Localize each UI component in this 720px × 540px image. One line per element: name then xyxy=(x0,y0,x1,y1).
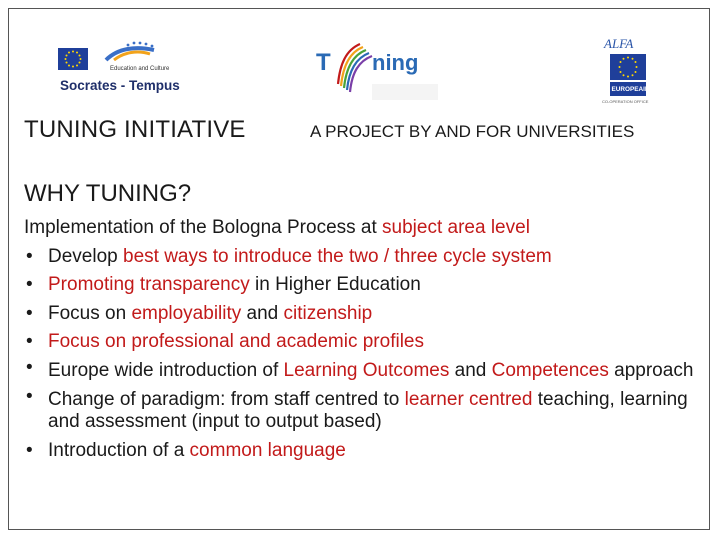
initiative-subtitle: A PROJECT BY AND FOR UNIVERSITIES xyxy=(310,122,635,141)
list-item: • Focus on employability and citizenship xyxy=(24,300,704,329)
list-item: • Promoting transparency in Higher Education xyxy=(24,271,704,300)
svg-text:Education and Culture: Education and Culture xyxy=(110,66,170,72)
why-tuning-heading: WHY TUNING? xyxy=(24,180,192,207)
initiative-row xyxy=(24,116,704,146)
svg-text:ning: ning xyxy=(372,50,419,75)
svg-text:T: T xyxy=(316,49,331,76)
svg-text:EUROPEAID: EUROPEAID xyxy=(611,86,650,93)
reasons-list xyxy=(24,243,704,466)
list-item: • Change of paradigm: from staff centred to learner centred teaching, learning and assessment (input to output based) xyxy=(24,386,704,437)
alfa-europeaid-logo xyxy=(600,36,658,106)
tuning-logo xyxy=(316,38,438,102)
list-item: • Europe wide introduction of Learning Outcomes and Competences approach xyxy=(24,357,704,386)
svg-text:ALFA: ALFA xyxy=(604,36,634,51)
initiative-title: TUNING INITIATIVE xyxy=(24,116,246,143)
svg-text:CO-OPERATION OFFICE: CO-OPERATION OFFICE xyxy=(602,99,649,104)
socrates-tempus-logo xyxy=(58,40,190,96)
list-item: • Introduction of a common language xyxy=(24,437,704,466)
list-item: • Focus on professional and academic profiles xyxy=(24,328,704,357)
list-item: • Develop best ways to introduce the two / three cycle system xyxy=(24,243,704,272)
why-tuning-content xyxy=(24,214,704,465)
intro-line: Implementation of the Bologna Process at subject area level xyxy=(24,217,530,238)
svg-text:Socrates - Tempus: Socrates - Tempus xyxy=(60,78,180,93)
